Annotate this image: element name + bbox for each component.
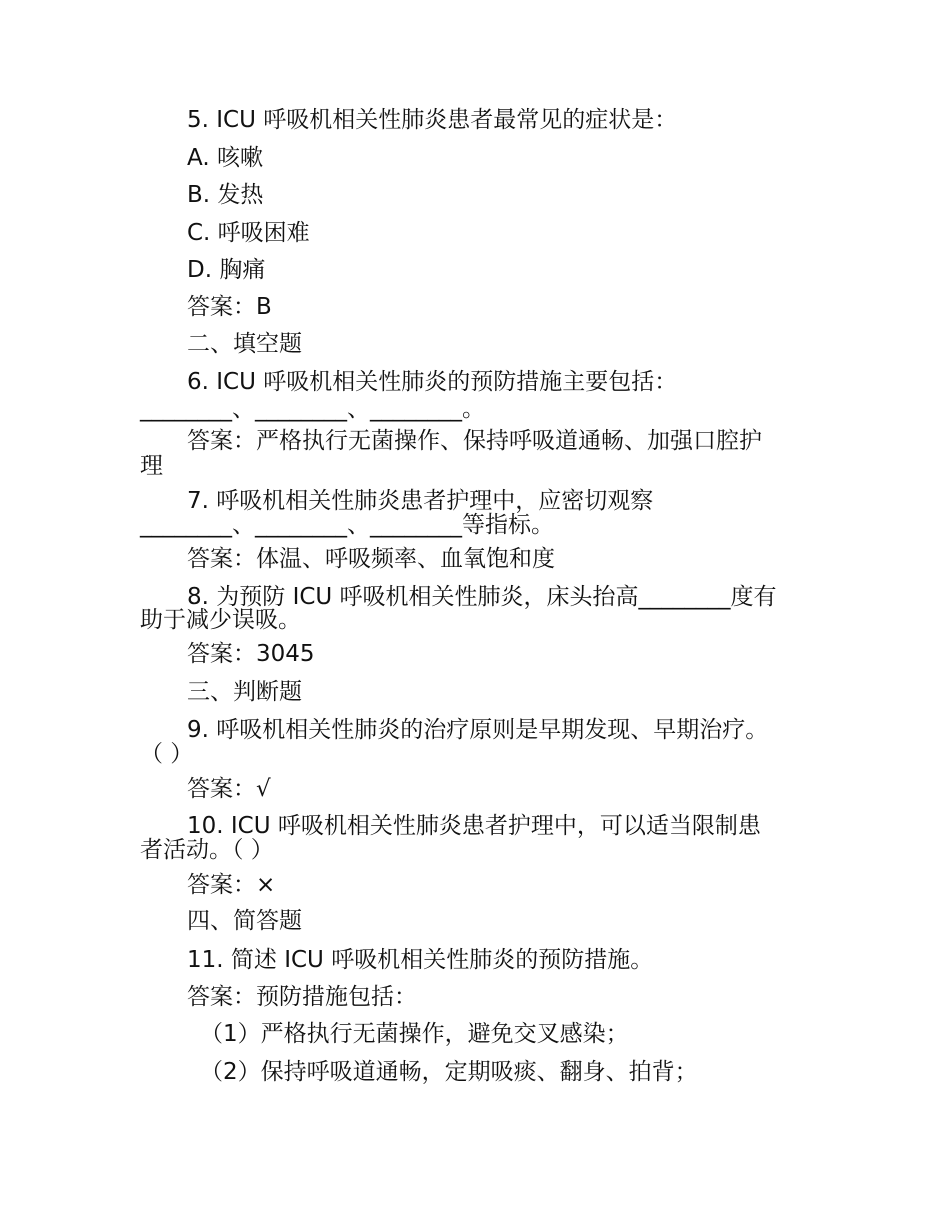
answer-6: 答案：严格执行无菌操作、保持呼吸道通畅、加强口腔护: [187, 428, 762, 454]
option-a: A. 咳嗽: [187, 145, 263, 171]
answer-5: 答案：B: [187, 294, 272, 320]
question-9-brackets: （ ）: [140, 741, 194, 767]
section-heading-fill-in: 二、填空题: [187, 331, 302, 357]
option-c: C. 呼吸困难: [187, 220, 310, 246]
answer-9: 答案：√: [187, 776, 271, 802]
answer-8: 答案：3045: [187, 641, 315, 667]
option-d: D. 胸痛: [187, 257, 266, 283]
answer-7: 答案：体温、呼吸频率、血氧饱和度: [187, 546, 555, 572]
question-7: 7. 呼吸机相关性肺炎患者护理中，应密切观察: [187, 488, 654, 514]
question-8-continued: 助于减少误吸。: [140, 607, 301, 633]
question-6: 6. ICU 呼吸机相关性肺炎的预防措施主要包括：: [187, 369, 678, 395]
question-9: 9. 呼吸机相关性肺炎的治疗原则是早期发现、早期治疗。: [187, 717, 769, 743]
question-6-blanks: ________、________、________。: [140, 396, 485, 422]
question-10: 10. ICU 呼吸机相关性肺炎患者护理中，可以适当限制患: [187, 813, 761, 839]
question-8: 8. 为预防 ICU 呼吸机相关性肺炎，床头抬高________度有: [187, 584, 777, 610]
answer-6-continued: 理: [140, 453, 163, 479]
answer-11-item-1: （1）严格执行无菌操作，避免交叉感染；: [200, 1021, 629, 1047]
section-heading-true-false: 三、判断题: [187, 679, 302, 705]
question-11: 11. 简述 ICU 呼吸机相关性肺炎的预防措施。: [187, 947, 654, 973]
answer-11: 答案：预防措施包括：: [187, 984, 417, 1010]
answer-11-item-2: （2）保持呼吸道通畅，定期吸痰、翻身、拍背；: [200, 1059, 698, 1085]
section-heading-short-answer: 四、简答题: [187, 908, 302, 934]
question-10-continued: 者活动。（ ）: [140, 837, 274, 863]
option-b: B. 发热: [187, 182, 264, 208]
answer-10: 答案：×: [187, 872, 276, 898]
question-5: 5. ICU 呼吸机相关性肺炎患者最常见的症状是：: [187, 107, 678, 133]
question-7-blanks: ________、________、________等指标。: [140, 512, 554, 538]
